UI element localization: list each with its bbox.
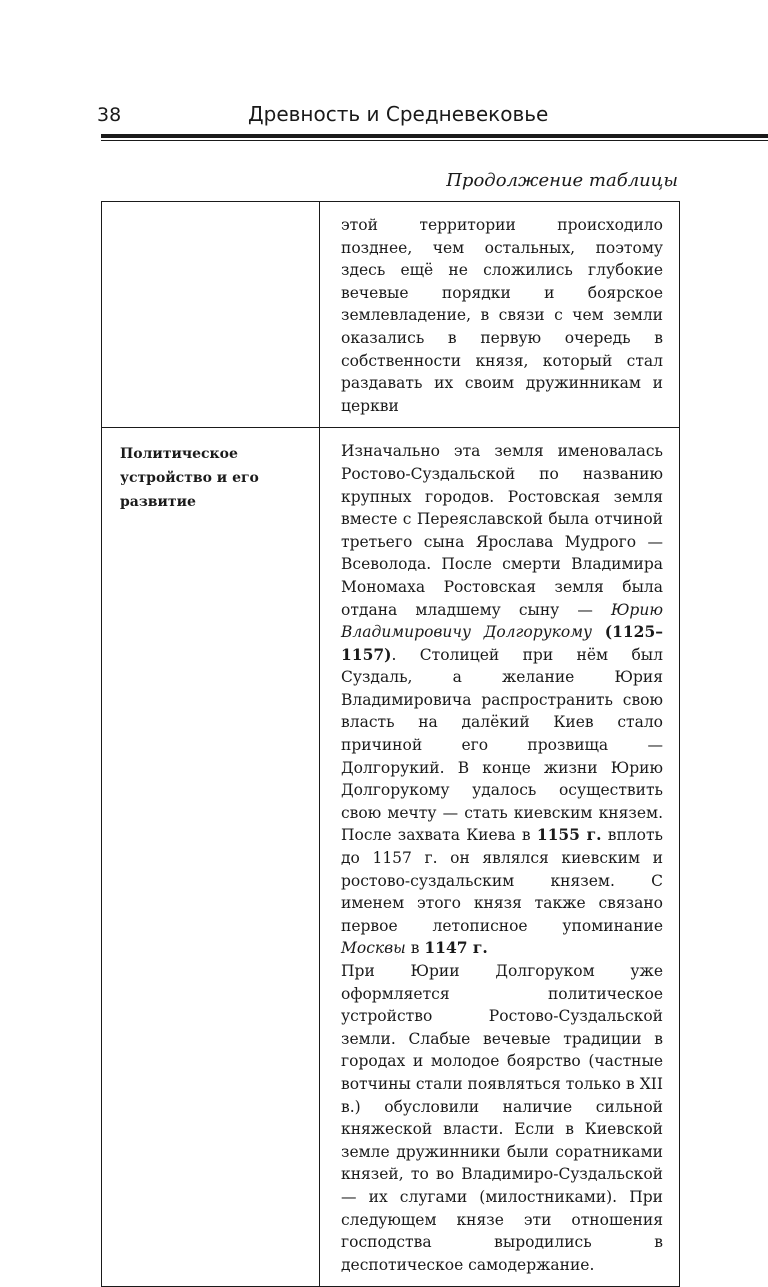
- text-run: Изначально эта земля именовалась Ростово-Суздальской по названию крупных городов. Ростовская земля вместе с Переяславской была отчиной третьего сына Ярослава Мудрого — Всеволода. После смерти Владимира Мономаха Ростовская земля была отдана младшему сыну —: [341, 442, 663, 619]
- table-row: [102, 202, 680, 428]
- running-title: Древность и Средневековье: [248, 102, 549, 126]
- topic-cell: [102, 202, 320, 428]
- text-run: в: [405, 939, 425, 958]
- description-paragraph-2: При Юрии Долгоруком уже оформляется политическое устройство Ростово-Суздальской земли. Слабые вечевые традиции в городах и молодое боярство (частные вотчины стали появляться только в XII в.) обусловили наличие сильной княжеской власти. Если в Киевской земле дружинники были соратниками князей, то во Владимиро-Суздальской — их слугами (милостниками). При следующем князе эти отношения господства выродились в деспотическое самодержание.: [341, 962, 663, 1274]
- page-number: 38: [97, 104, 122, 126]
- reign-years: (1125–1157): [341, 622, 663, 664]
- header-rule-thick: [101, 134, 768, 138]
- content-table: [101, 201, 680, 1287]
- header-rule-thin: [101, 140, 768, 141]
- description-text: этой территории происходило позднее, чем остальных, поэтому здесь ещё не сложились глубокие вечевые порядки и боярское землевладение, в связи с чем земли оказались в первую очередь в собственности князя, который стал раздавать их своим дружинникам и церкви: [341, 216, 663, 415]
- description-paragraph-1: [341, 440, 663, 960]
- description-cell: [320, 202, 680, 428]
- continuation-label: Продолжение таблицы: [446, 170, 678, 191]
- year-1155: 1155 г.: [536, 825, 602, 845]
- description-cell: [320, 428, 680, 1287]
- text-run: вплоть до 1157 г. он являлся киевским и ростово-суздальским князем. С именем этого князя также связано первое летописное упоминание: [341, 826, 663, 935]
- page-header: [0, 98, 768, 138]
- topic-cell: [102, 428, 320, 1287]
- topic-label: Политическое устройство и его развитие: [120, 446, 259, 511]
- table-row: [102, 428, 680, 1287]
- year-1147: 1147 г.: [424, 938, 488, 958]
- moscow-name: Москвы: [341, 939, 406, 958]
- text-run: . Столицей при нём был Суздаль, а желание Юрия Владимировича распространить свою власть на далёкий Киев стало причиной его прозвища — Долгорукий. В конце жизни Юрию Долгорукому удалось осуществить свою мечту — стать киевским князем. После захвата Киева в: [341, 645, 663, 845]
- prince-name: Юрию Владимировичу Долгорукому: [341, 600, 663, 642]
